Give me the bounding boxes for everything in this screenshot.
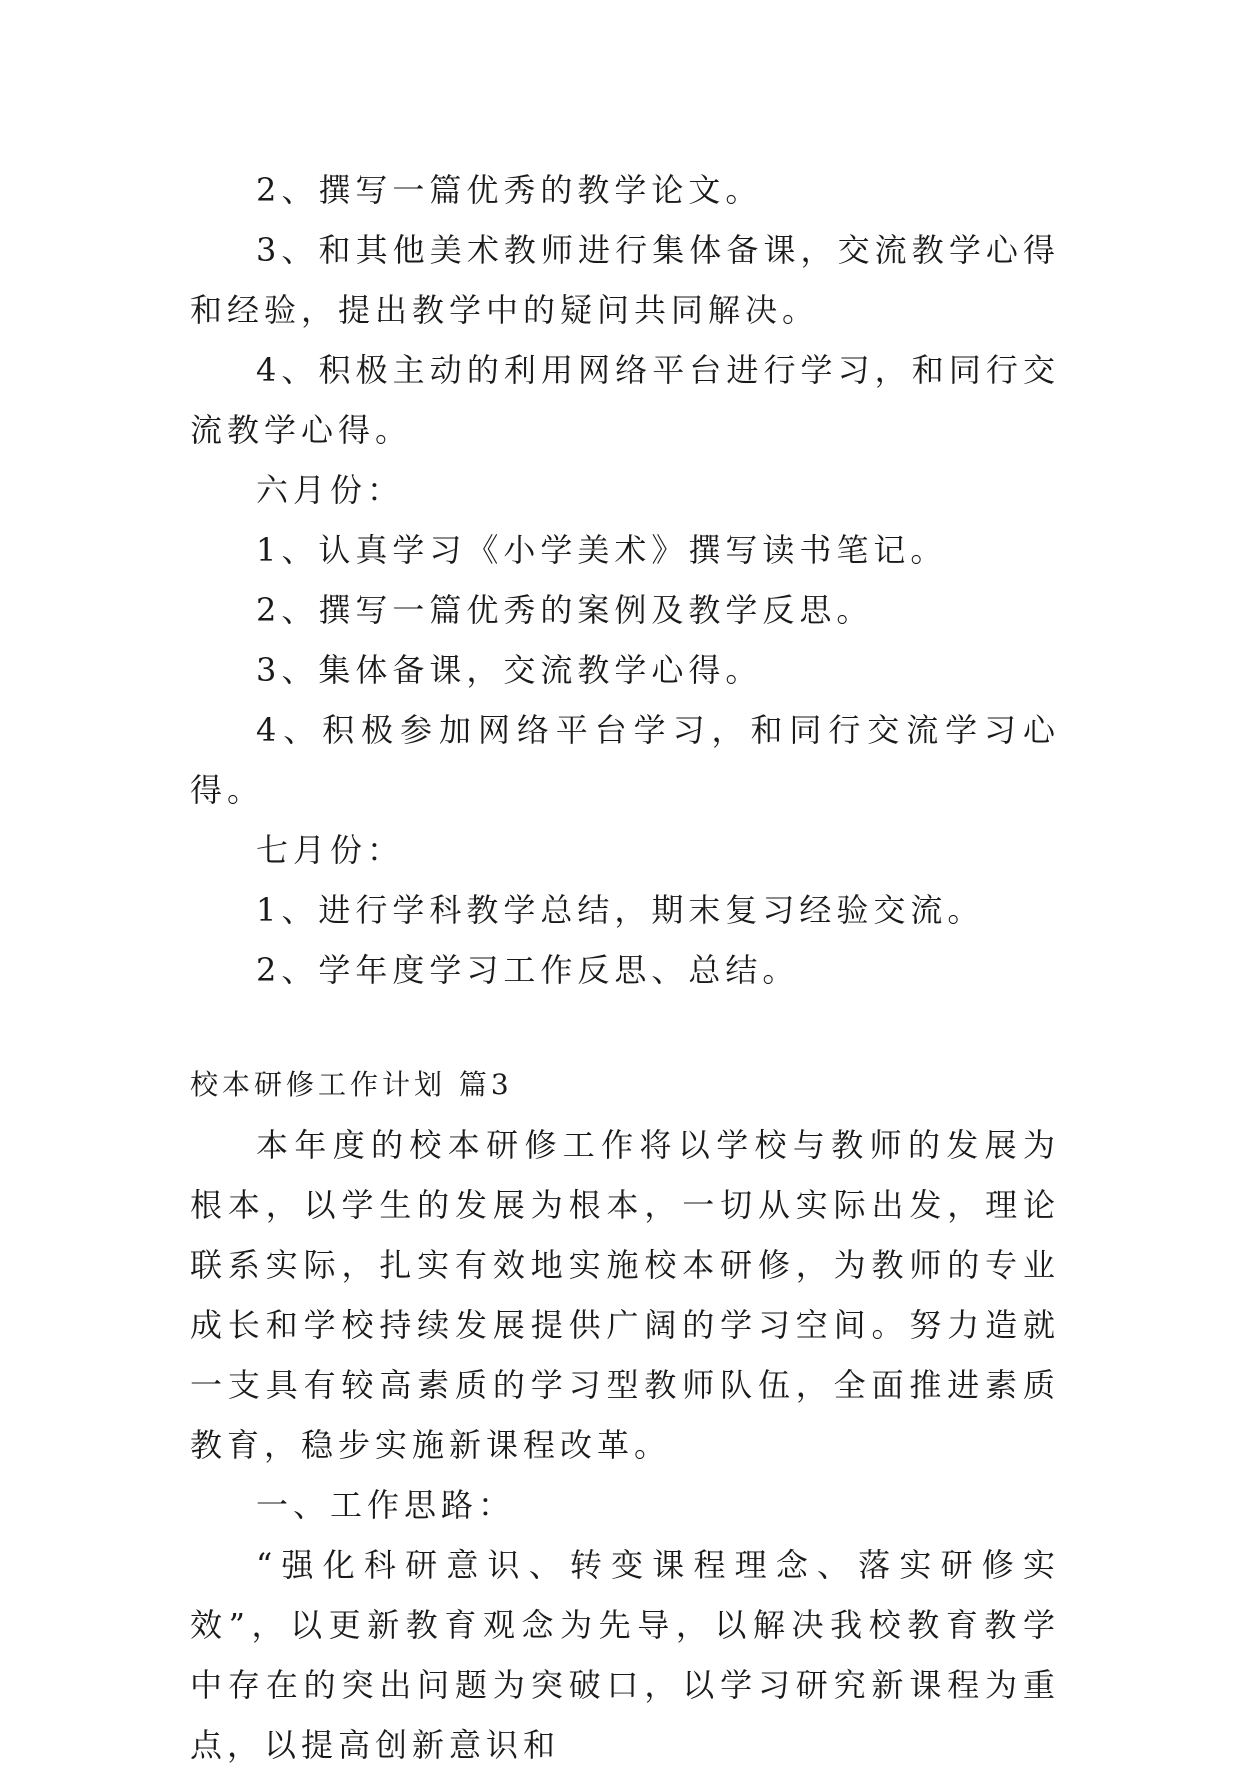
june-item-4: 4、积极参加网络平台学习，和同行交流学习心得。 (190, 711, 1060, 809)
june-item-3: 3、集体备课，交流教学心得。 (256, 651, 763, 689)
document-body (190, 160, 1060, 1775)
june-item-2: 2、撰写一篇优秀的案例及教学反思。 (256, 591, 874, 629)
section-title: 校本研修工作计划 篇3 (190, 1068, 513, 1101)
paragraph-item-3: 3、和其他美术教师进行集体备课，交流教学心得和经验，提出教学中的疑问共同解决。 (190, 231, 1060, 329)
paragraph-item-4: 4、积极主动的利用网络平台进行学习，和同行交流教学心得。 (190, 351, 1060, 449)
june-item-1: 1、认真学习《小学美术》撰写读书笔记。 (256, 531, 948, 569)
july-item-2: 2、学年度学习工作反思、总结。 (256, 951, 800, 989)
july-label: 七月份： (256, 831, 405, 869)
june-label: 六月份： (256, 471, 405, 509)
paragraph-item-2: 2、撰写一篇优秀的教学论文。 (256, 171, 763, 209)
july-item-1: 1、进行学科教学总结，期末复习经验交流。 (256, 891, 985, 929)
section-intro: 本年度的校本研修工作将以学校与教师的发展为根本，以学生的发展为根本，一切从实际出发，理论联系实际，扎实有效地实施校本研修，为教师的专业成长和学校持续发展提供广阔的学习空间。努力造就一支具有较高素质的学习型教师队伍，全面推进素质教育，稳步实施新课程改革。 (190, 1126, 1060, 1464)
section-subheading: 一、工作思路： (256, 1486, 516, 1524)
section-body: “强化科研意识、转变课程理念、落实研修实效”，以更新教育观念为先导，以解决我校教育教学中存在的突出问题为突破口，以学习研究新课程为重点，以提高创新意识和 (190, 1546, 1060, 1764)
